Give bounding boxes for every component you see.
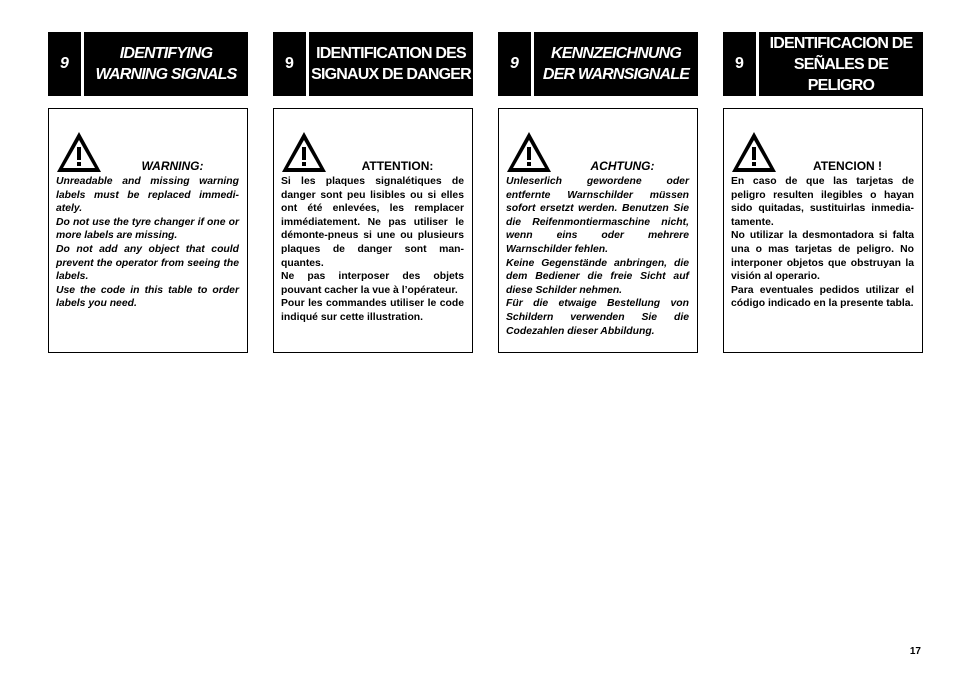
- warning-triangle-icon: [281, 131, 327, 173]
- section-number: 9: [273, 32, 306, 96]
- section-header: [273, 32, 473, 96]
- warning-box: [723, 108, 923, 353]
- paragraph: Use the code in this table to order labels you need.: [56, 284, 239, 310]
- paragraph: Pour les commandes utiliser le code indiqué sur cette illustration.: [281, 298, 464, 323]
- paragraph: Si les plaques signalétiques de danger sont peu lisibles ou si elles ont été enlevées, les remplacer immédiatement. Ne pas utiliser le démonte-pneus si une ou plusieurs plaques de danger sont man-quantes.: [281, 176, 464, 269]
- section-title: IDENTIFICACION DE SEÑALES DE PELIGRO: [759, 32, 923, 96]
- warning-box: [498, 108, 698, 353]
- section-title: IDENTIFICATION DES SIGNAUX DE DANGER: [309, 32, 473, 96]
- warning-triangle-icon: [506, 131, 552, 173]
- warning-text: [506, 175, 689, 338]
- warning-triangle-icon: [731, 131, 777, 173]
- section-german: [498, 32, 698, 353]
- warning-text: [281, 175, 464, 325]
- section-spanish: [723, 32, 923, 353]
- paragraph: Para eventuales pedidos utilizar el código indicado en la presente tabla.: [731, 284, 914, 310]
- section-header: [48, 32, 248, 96]
- paragraph: Unreadable and missing warning labels must be replaced immedi-ately.: [56, 176, 239, 215]
- warning-label: WARNING:: [141, 159, 204, 173]
- section-header: [498, 32, 698, 96]
- section-english: [48, 32, 248, 353]
- warning-label: ATENCION !: [812, 159, 883, 173]
- warning-box: [48, 108, 248, 353]
- paragraph: Für die etwaige Bestellung von Schildern verwenden Sie die Codezahlen dieser Abbildung.: [506, 298, 689, 337]
- page-number: 17: [909, 646, 921, 657]
- section-number: 9: [498, 32, 531, 96]
- warning-text: [56, 175, 239, 311]
- section-header: [723, 32, 923, 96]
- paragraph: Do not use the tyre changer if one or more labels are missing.: [56, 216, 239, 242]
- warning-label: ATTENTION:: [361, 159, 434, 173]
- warning-text: [731, 175, 914, 311]
- warning-box: [273, 108, 473, 353]
- paragraph: Keine Gegenstände anbringen, die dem Bediener die freie Sicht auf diese Schilder nehmen.: [506, 257, 689, 296]
- section-number: 9: [723, 32, 756, 96]
- paragraph: Ne pas interposer des objets pouvant cacher la vue à l’opérateur.: [281, 271, 464, 296]
- paragraph: No utilizar la desmontadora si falta una o mas tarjetas de peligro. No interponer objetos que obstruyan la visión al operario.: [731, 230, 914, 283]
- warning-triangle-icon: [56, 131, 102, 173]
- paragraph: Unleserlich gewordene oder entfernte Warnschilder müssen sofort ersetzt werden. Benutzen Sie die Reifenmontiermaschine nicht, wenn eins oder mehrere Warnschilder fehlen.: [506, 176, 689, 255]
- section-title: IDENTIFYING WARNING SIGNALS: [84, 32, 248, 96]
- section-french: [273, 32, 473, 353]
- section-title: KENNZEICHNUNG DER WARNSIGNALE: [534, 32, 698, 96]
- paragraph: En caso de que las tarjetas de peligro resulten ilegibles o hayan sido quitadas, sustituirlas inmedia-tamente.: [731, 176, 914, 228]
- section-number: 9: [48, 32, 81, 96]
- paragraph: Do not add any object that could prevent the operator from seeing the labels.: [56, 243, 239, 283]
- warning-label: ACHTUNG:: [590, 159, 655, 173]
